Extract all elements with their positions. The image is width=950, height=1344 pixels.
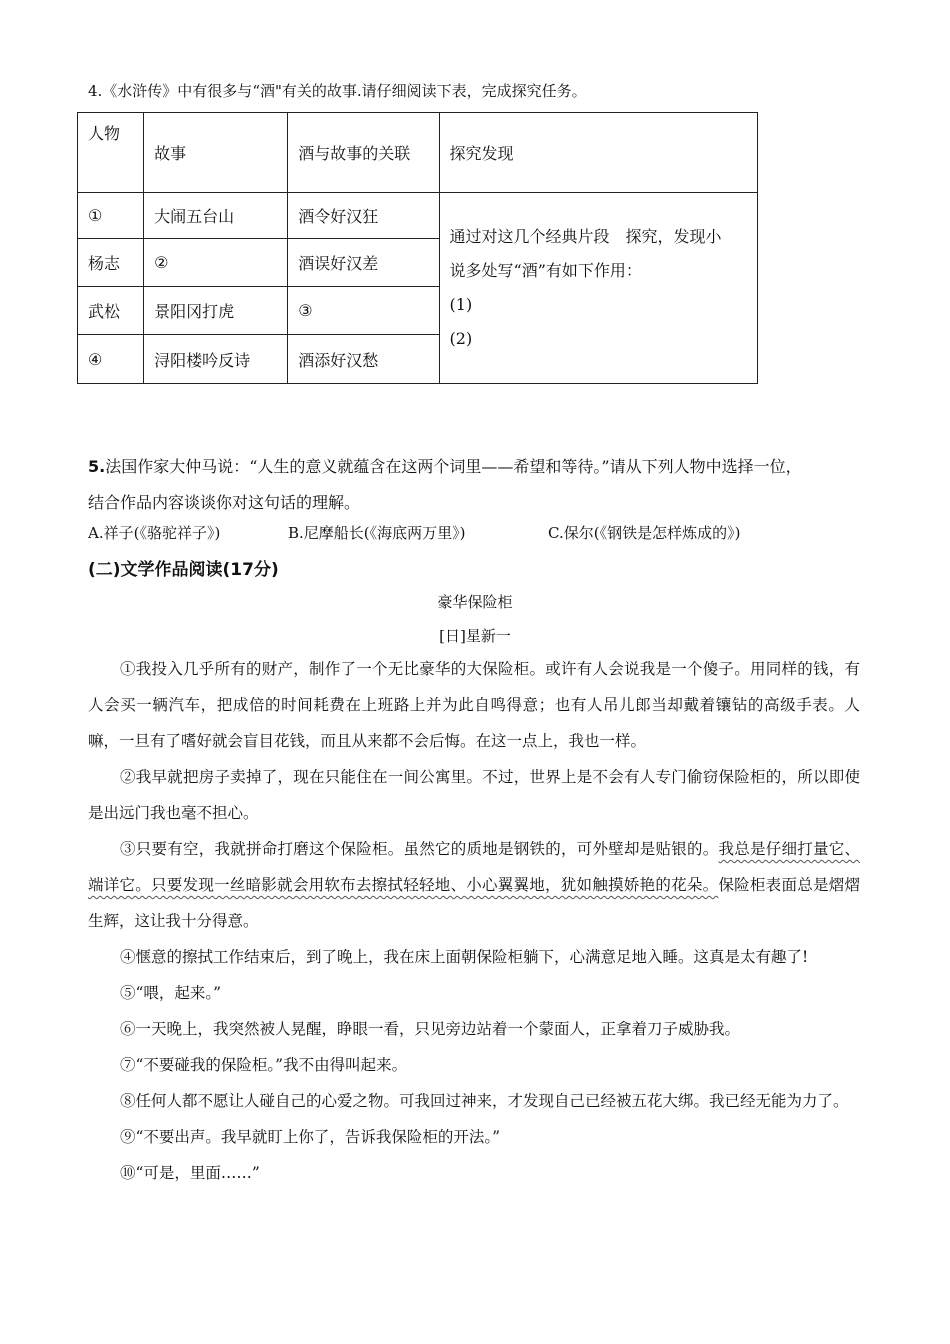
table-cell: ③ [288, 287, 439, 335]
option-a: A.祥子(《骆驼祥子》) [88, 524, 221, 542]
wine-story-table [77, 112, 758, 384]
question-4-prompt: 4.《水浒传》中有很多与“酒"有关的故事.请仔细阅读下表，完成探究任务。 [88, 82, 587, 100]
table-cell: 杨志 [78, 239, 144, 287]
table-cell: 酒添好汉愁 [288, 335, 439, 384]
story-paragraph-3 [88, 831, 860, 939]
header-story: 故事 [144, 113, 288, 193]
story-paragraph-9: ⑨“不要出声。我早就盯上你了，告诉我保险柜的开法。” [120, 1128, 501, 1146]
table-cell: ④ [78, 335, 144, 384]
paragraph-3-tail: 保险柜表面总是熠熠生辉，这让我十分得意。 [88, 876, 860, 930]
table-cell: 酒误好汉差 [288, 239, 439, 287]
table-header-row [78, 113, 758, 193]
paragraph-3-text: ③只要有空，我就拼命打磨这个保险柜。虽然它的质地是钢铁的，可外壁却是贴银的。 [120, 840, 719, 858]
section-heading: (二)文学作品阅读(17分) [88, 560, 279, 580]
table-row [78, 193, 758, 239]
story-paragraph-7: ⑦“不要碰我的保险柜。”我不由得叫起来。 [120, 1056, 408, 1074]
findings-item-1: (1) [449, 295, 473, 314]
header-wine-relation: 酒与故事的关联 [288, 113, 439, 193]
table-cell: ① [78, 193, 144, 239]
header-findings: 探究发现 [439, 113, 757, 193]
table-cell: 浔阳楼吟反诗 [144, 335, 288, 384]
story-paragraph-5: ⑤“喂，起来。” [120, 984, 222, 1002]
story-paragraph-4: ④惬意的擦拭工作结束后，到了晚上，我在床上面朝保险柜躺下，心满意足地入睡。这真是太有趣了! [120, 948, 809, 966]
table-cell: ② [144, 239, 288, 287]
story-paragraph-8: ⑧任何人都不愿让人碰自己的心爱之物。可我回过神来，才发现自己已经被五花大绑。我已经无能为力了。 [120, 1092, 849, 1110]
header-character: 人物 [78, 113, 144, 193]
table-cell: 大闹五台山 [144, 193, 288, 239]
story-paragraph-1: ①我投入几乎所有的财产，制作了一个无比豪华的大保险柜。或许有人会说我是一个傻子。用同样的钱，有人会买一辆汽车，把成倍的时间耗费在上班路上并为此自鸣得意；也有人吊儿郎当却戴着镶钻的高级手表。人嘛，一旦有了嗜好就会盲目花钱，而且从来都不会后悔。在这一点上，我也一样。 [88, 660, 860, 750]
findings-item-2: (2) [449, 329, 473, 348]
table-cell: 景阳冈打虎 [144, 287, 288, 335]
question-5-number: 5. [88, 457, 106, 476]
table-cell: 酒令好汉狂 [288, 193, 439, 239]
story-paragraph-6: ⑥一天晚上，我突然被人晃醒，睁眼一看，只见旁边站着一个蒙面人，正拿着刀子威胁我。 [120, 1020, 741, 1038]
question-5-options [88, 522, 740, 543]
story-paragraph-2: ②我早就把房子卖掉了，现在只能住在一间公寓里。不过，世界上是不会有人专门偷窃保险柜的，所以即使是出远门我也毫不担心。 [88, 768, 860, 822]
findings-cell [439, 193, 757, 384]
story-body [88, 651, 860, 1191]
option-b: B.尼摩船长(《海底两万里》) [288, 524, 466, 542]
question-5-line-1: 法国作家大仲马说：“人生的意义就蕴含在这两个词里——希望和等待。”请从下列人物中选择一位， [105, 457, 802, 476]
question-5 [88, 449, 802, 521]
underlined-sentence: 我总是仔细打量它、端详它。只要发现一丝暗影就会用软布去擦拭轻轻地、小心翼翼地，犹如触摸娇艳的花朵。 [88, 840, 860, 894]
story-author: [日]星新一 [439, 627, 511, 645]
findings-line-1: 通过对这几个经典片段 探究，发现小 [449, 227, 722, 246]
question-5-line-2: 结合作品内容谈谈你对这句话的理解。 [88, 493, 361, 512]
table-cell: 武松 [78, 287, 144, 335]
option-c: C.保尔(《钢铁是怎样炼成的》) [548, 524, 741, 542]
findings-line-2: 说多处写“酒”有如下作用： [449, 261, 642, 280]
story-title: 豪华保险柜 [437, 593, 513, 611]
story-paragraph-10: ⑩“可是，里面……” [120, 1164, 260, 1182]
